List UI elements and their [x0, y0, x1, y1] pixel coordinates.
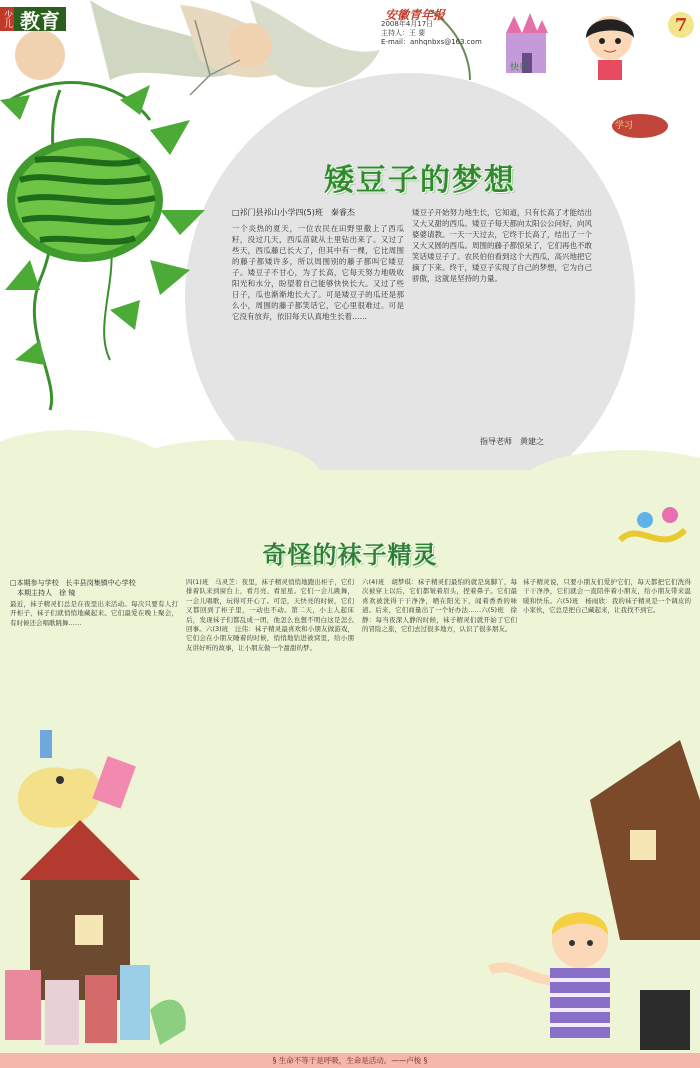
- article-title: 矮豆子的梦想: [324, 163, 516, 198]
- cloud-shape: [120, 440, 320, 510]
- instructor-credit: 指导老师 黄建之: [480, 437, 544, 446]
- fairy-illustration: [615, 500, 695, 560]
- watermelon-illustration: [0, 60, 220, 420]
- footer-quote: § 生命不等于是呼吸，生命是活动。——卢梭 §: [0, 1053, 700, 1068]
- brand-word: 教育: [14, 7, 66, 31]
- article-byline: □祁门县祁山小学四(5)班 秦睿杰: [232, 208, 355, 217]
- article2-column-1: 最近，袜子精灵们总是在夜里出来活动。每次只要有人打开柜子，袜子们就悄悄地藏起来。它们最爱在晚上聚会，有时候还会唱歌跳舞……: [10, 600, 178, 627]
- section-brand: [0, 6, 66, 32]
- article-byline-2: [10, 578, 136, 598]
- brand-tag: 少儿: [0, 7, 14, 31]
- issue-date: 2008年4月17日: [381, 20, 434, 28]
- article2-column-2: 四(1)班 马灵芝：夜里，袜子精灵悄悄地跑出柜子，它们排着队来到窗台上，看月亮、看星星。它们一会儿跳舞，一会儿唱歌，玩得可开心了。可是，天快亮的时候，它们又都回到了柜子里，一动也不动。第二天，小主人起床后，发现袜子们都乱成一团，他怎么也想不明白这是怎么回事。六(3)班 汪伟：袜子精灵最喜欢和小朋友做游戏，它们会在小朋友睡着的时候，悄悄地钻进被窝里，给小朋友讲好听的故事，让小朋友做一个甜甜的梦。: [186, 578, 354, 652]
- svg-text:学习: 学习: [615, 121, 634, 131]
- byline-school: □本期参与学校 长丰县岗集镇中心学校: [10, 579, 136, 587]
- byline-host: 本期主持人 徐 镜: [10, 589, 76, 597]
- article-column-2: 矮豆子开始努力地生长，它知道，只有长高了才能结出又大又甜的西瓜。矮豆子每天都向太阳公公问好，向风婆婆请教。一天一天过去，它终于长高了，结出了一个又大又圆的西瓜。周围的藤子都惊呆了，它们再也不敢笑话矮豆子了。农民伯伯看到这个大西瓜，高兴地把它摘了下来。终于，矮豆子实现了自己的梦想，它为自己骄傲，这就是坚持的力量。: [412, 208, 592, 283]
- article2-column-4: 袜子精灵说，只要小朋友们爱护它们，每天都把它们洗得干干净净，它们就会一直陪伴着小朋友，给小朋友带来温暖和快乐。六(5)班 杨雨欣：我的袜子精灵是一个调皮的小家伙，它总是把自己藏起来，让我找不到它。: [523, 578, 691, 615]
- socks-house-illustration: [0, 700, 190, 1053]
- issue-host: 主持人：王 要: [381, 29, 426, 37]
- article2-column-3: 六(4)班 胡梦琪：袜子精灵们最怕的就是臭脚丫，每次被穿上以后，它们都皱着眉头，捏着鼻子。它们最喜欢被洗得干干净净，晒在阳光下，闻着香香的味道。后来，它们商量出了一个好办法……六(5)班 徐静：每当夜深人静的时候，袜子精灵们就开始了它们的冒险之旅，它们去过很多地方，认识了很多朋友。: [362, 578, 517, 634]
- castle-girl-illustration: [500, 8, 670, 143]
- boy-house-illustration: [480, 740, 700, 1053]
- article-column-1: 一个炎热的夏天，一位农民在田野里撒上了西瓜籽，没过几天，西瓜苗就从土里钻出来了。又过了些天，西瓜藤已长大了，但其中有一棵，它比周围的藤子都矮许多，所以周围别的藤子都叫它矮豆子。矮豆子不甘心，为了长高，它每天努力地吸收阳光和水分，盼望着自己能够快快长大。又过了些日子，瓜也渐渐地长大了。可是矮豆子的瓜还是那么小，周围的藤子都笑话它，它心里很难过。可是它没有放弃，依旧每天认真地生长着……: [232, 224, 404, 321]
- masthead: 安徽青年报: [385, 8, 446, 22]
- page-number: 7: [668, 12, 694, 38]
- issue-email: E-mail：anhqnbxs@163.com: [381, 38, 482, 46]
- svg-text:快乐: 快乐: [510, 63, 529, 73]
- article-title-2: 奇怪的袜子精灵: [262, 541, 438, 569]
- issue-info: [381, 20, 482, 47]
